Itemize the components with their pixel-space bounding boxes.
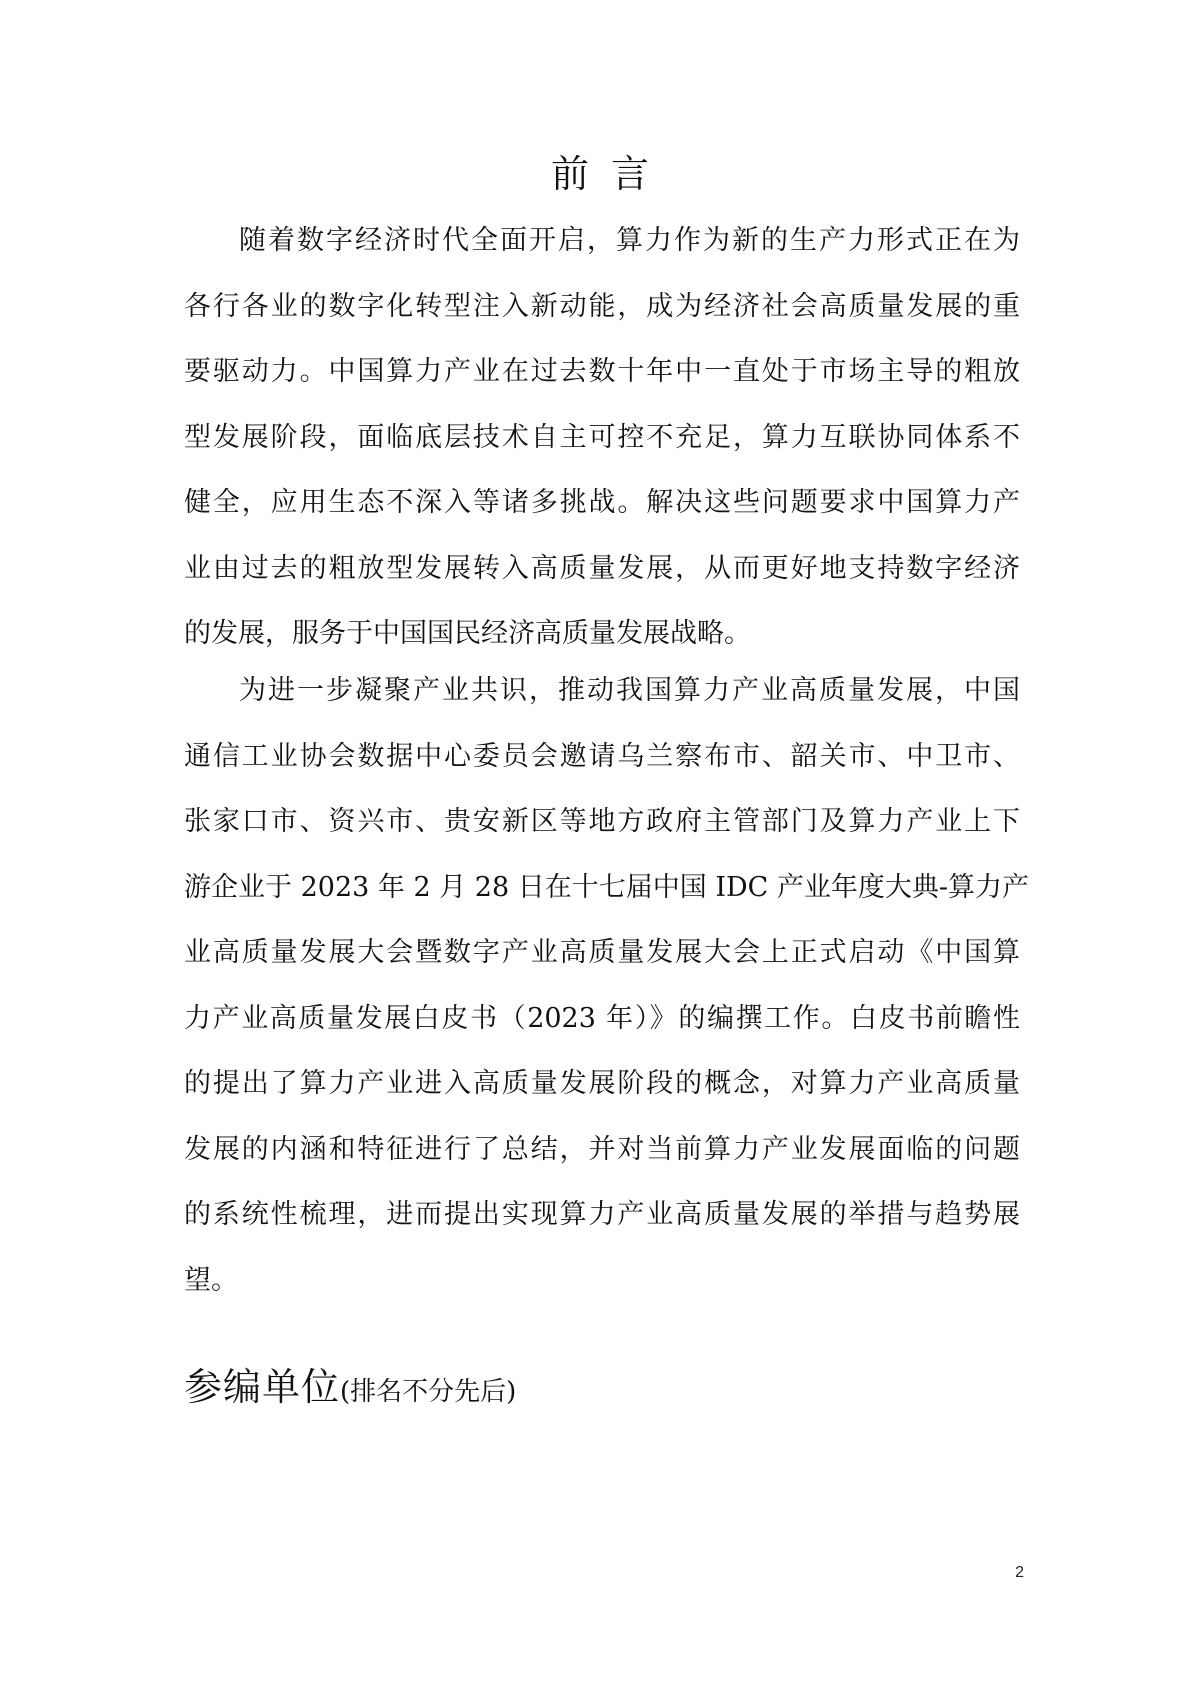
paragraph-line: 各行各业的数字化转型注入新动能，成为经济社会高质量发展的重 <box>184 290 1020 322</box>
paragraph-line: 的系统性梳理，进而提出实现算力产业高质量发展的举措与趋势展 <box>184 1199 1020 1230</box>
paragraph-line: 发展的内涵和特征进行了总结，并对当前算力产业发展面临的问题 <box>184 1133 1020 1165</box>
paragraph-line: 随着数字经济时代全面开启，算力作为新的生产力形式正在为 <box>239 225 1020 256</box>
contributors-heading <box>184 1356 516 1411</box>
page-title: 前言 <box>550 152 671 196</box>
preface-paragraph-1 <box>184 208 1020 667</box>
paragraph-line: 要驱动力。中国算力产业在过去数十年中一直处于市场主导的粗放 <box>184 356 1020 387</box>
paragraph-line: 业高质量发展大会暨数字产业高质量发展大会上正式启动《中国算 <box>184 937 1020 968</box>
paragraph-line: 游企业于 2023 年 2 月 28 日在十七届中国 IDC 产业年度大典-算力产 <box>184 871 1030 903</box>
paragraph-line: 张家口市、资兴市、贵安新区等地方政府主管部门及算力产业上下 <box>184 806 1020 837</box>
paragraph-line: 业由过去的粗放型发展转入高质量发展，从而更好地支持数字经济 <box>184 552 1020 584</box>
paragraph-line: 的发展，服务于中国国民经济高质量发展战略。 <box>184 618 751 649</box>
paragraph-line: 力产业高质量发展白皮书（2023 年）》的编撰工作。白皮书前瞻性 <box>184 1002 1020 1034</box>
paragraph-line: 健全，应用生态不深入等诸多挑战。解决这些问题要求中国算力产 <box>184 487 1020 518</box>
preface-paragraph-2 <box>184 658 1030 1313</box>
page-number: 2 <box>1015 1564 1024 1581</box>
paragraph-line: 望。 <box>184 1264 238 1296</box>
paragraph-line: 型发展阶段，面临底层技术自主可控不充足，算力互联协同体系不 <box>184 421 1020 453</box>
paragraph-line: 通信工业协会数据中心委员会邀请乌兰察布市、韶关市、中卫市、 <box>184 740 1020 772</box>
contributors-heading-label: 参编单位 <box>184 1365 341 1409</box>
paragraph-line: 为进一步凝聚产业共识，推动我国算力产业高质量发展，中国 <box>239 675 1020 706</box>
paragraph-line: 的提出了算力产业进入高质量发展阶段的概念，对算力产业高质量 <box>184 1068 1020 1099</box>
contributors-order-note: (排名不分先后) <box>340 1377 517 1407</box>
